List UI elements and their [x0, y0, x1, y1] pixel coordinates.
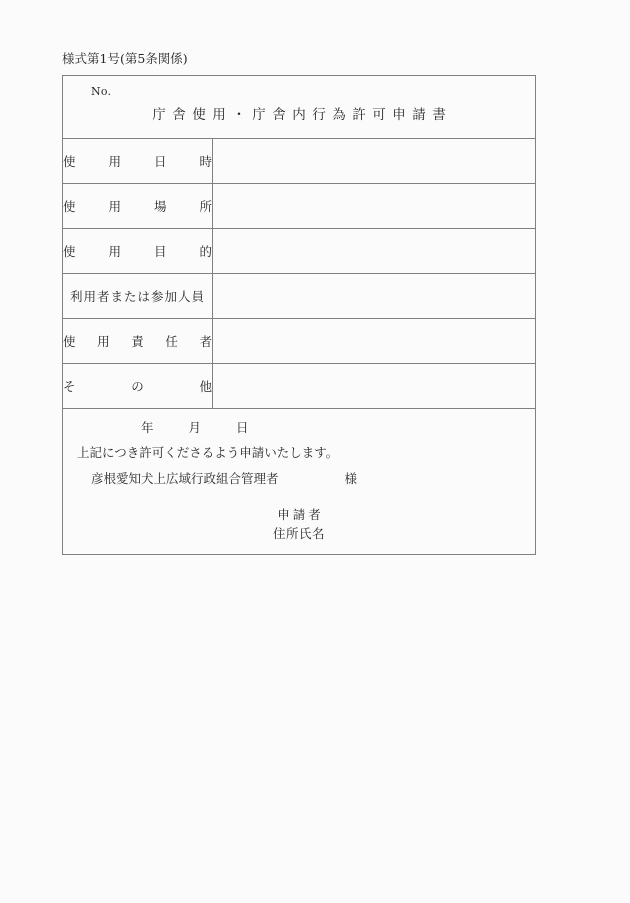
- table-row: [63, 229, 536, 274]
- field-label-use-location: 使用場所: [63, 184, 213, 229]
- field-value-other[interactable]: [213, 364, 536, 409]
- addressee-honorific: 様: [344, 471, 358, 486]
- applicant-address-name-label: 住所氏名: [272, 526, 325, 542]
- title-cell: [63, 76, 536, 139]
- date-year-label: 年: [141, 420, 154, 435]
- field-value-use-datetime[interactable]: [213, 139, 536, 184]
- field-value-use-location[interactable]: [213, 184, 536, 229]
- page-title: 庁舎使用・庁舎内行為許可申請書: [152, 107, 453, 123]
- date-line: [141, 418, 248, 436]
- applicant-block: [63, 505, 535, 544]
- field-label-participants: 利用者または参加人員: [63, 274, 213, 319]
- field-value-use-purpose[interactable]: [213, 229, 536, 274]
- table-row-title: [63, 76, 536, 139]
- no-label: No.: [91, 85, 112, 98]
- field-label-use-datetime: 使用日時: [63, 139, 213, 184]
- date-day-label: 日: [235, 420, 249, 435]
- table-row: [63, 319, 536, 364]
- form-number: 様式第1号(第5条関係): [62, 51, 188, 66]
- table-row: [63, 184, 536, 229]
- field-label-responsible-person: 使用責任者: [63, 319, 213, 364]
- application-form-table: [62, 75, 536, 555]
- applicant-title-label: 申請者: [277, 507, 324, 522]
- footer-cell: [63, 409, 536, 555]
- field-value-participants[interactable]: [213, 274, 536, 319]
- date-month-label: 月: [188, 420, 201, 435]
- table-row: [63, 139, 536, 184]
- table-row: [63, 274, 536, 319]
- field-label-other: その他: [63, 364, 213, 409]
- addressee-line: [91, 469, 357, 487]
- table-row-footer: [63, 409, 536, 555]
- addressee-name: 彦根愛知犬上広域行政組合管理者: [91, 471, 279, 486]
- field-label-use-purpose: 使用目的: [63, 229, 213, 274]
- field-value-responsible-person[interactable]: [213, 319, 536, 364]
- table-row: [63, 364, 536, 409]
- application-statement: 上記につき許可くださるよう申請いたします。: [77, 445, 339, 460]
